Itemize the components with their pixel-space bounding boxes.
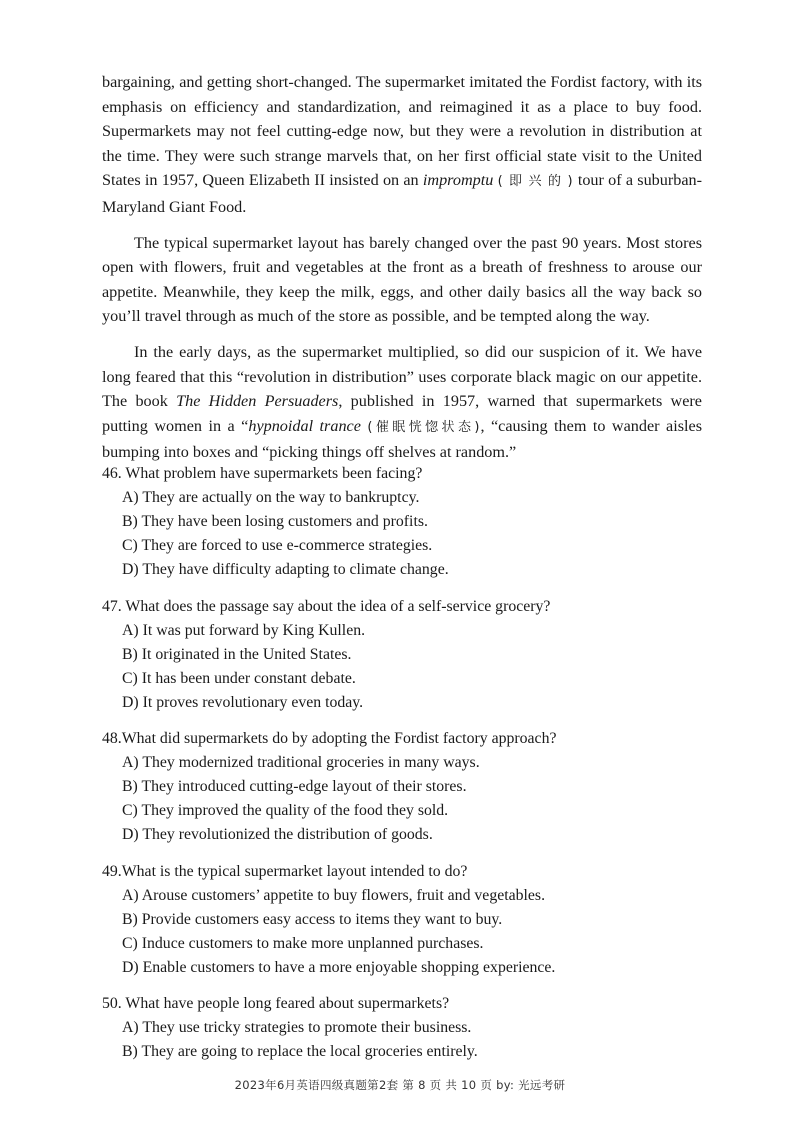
option-a: A) They are actually on the way to bankruptcy. (122, 489, 420, 506)
page-footer: 2023年6月英语四级真题第2套 第 8 页 共 10 页 by: 光远考研 (234, 1078, 566, 1092)
option-b: B) They are going to replace the local groceries entirely. (122, 1043, 478, 1060)
option-a: A) It was put forward by King Kullen. (122, 621, 366, 639)
option-d: D) They revolutionized the distribution of goods. (122, 826, 433, 843)
question-stem: 47. What does the passage say about the idea of a self-service grocery? (102, 597, 551, 615)
option-c: C) They improved the quality of the food they sold. (122, 802, 449, 819)
option-d: D) Enable customers to have a more enjoyable shopping experience. (122, 958, 556, 976)
option-b: B) Provide customers easy access to items they want to buy. (122, 910, 503, 928)
option-c: C) It has been under constant debate. (122, 669, 356, 687)
question-46 (102, 462, 722, 582)
question-50 (102, 992, 722, 1064)
question-stem: 48.What did supermarkets do by adopting the Fordist factory approach? (102, 730, 557, 747)
option-b: B) It originated in the United States. (122, 645, 352, 663)
question-stem: 50. What have people long feared about supermarkets? (102, 995, 450, 1012)
option-c: C) They are forced to use e-commerce strategies. (122, 537, 433, 554)
question-list (102, 462, 722, 1077)
option-a: A) They use tricky strategies to promote their business. (122, 1019, 472, 1036)
passage-paragraph-3: In the early days, as the supermarket multiplied, so did our suspicion of it. We have long feared that this “revolution in distribution” uses corporate black magic on our appetite. The book The Hidden Persuaders, published in 1957, warned that supermarkets were putting women in a “hypnoidal trance (催眠恍惚状态), “causing them to wander aisles bumping into boxes and “picking things off shelves at random.” (102, 342, 702, 462)
option-c: C) Induce customers to make more unplanned purchases. (122, 934, 484, 952)
option-d: D) It proves revolutionary even today. (122, 693, 364, 711)
option-b: B) They have been losing customers and profits. (122, 513, 428, 530)
option-a: A) They modernized traditional groceries in many ways. (122, 754, 480, 771)
passage-paragraph-1: bargaining, and getting short-changed. The supermarket imitated the Fordist factory, with its emphasis on efficiency and standardization, and reimagined it as a place to buy food. Supermarkets may not feel cutting-edge now, but they were a revolution in distribution at the time. They were such strange marvels that, on her first official state visit to the United States in 1957, Queen Elizabeth II insisted on an impromptu ( 即 兴 的 ) tour of a suburban-Maryland Giant Food. (102, 73, 703, 216)
passage-paragraph-2: The typical supermarket layout has barely changed over the past 90 years. Most stores open with flowers, fruit and vegetables at the front as a breath of freshness to arouse our appetite. Meanwhile, they keep the milk, eggs, and other daily basics all the way back so you’ll travel through as much of the store as possible, and be tempted along the way. (102, 233, 702, 326)
reading-passage (102, 70, 702, 476)
question-48 (102, 727, 722, 847)
question-47 (102, 595, 722, 715)
question-stem: 49.What is the typical supermarket layout intended to do? (102, 862, 468, 880)
option-d: D) They have difficulty adapting to climate change. (122, 561, 449, 578)
question-49 (102, 860, 722, 980)
option-a: A) Arouse customers’ appetite to buy flowers, fruit and vegetables. (122, 886, 546, 904)
option-b: B) They introduced cutting-edge layout of their stores. (122, 778, 467, 795)
question-stem: 46. What problem have supermarkets been facing? (102, 465, 423, 482)
